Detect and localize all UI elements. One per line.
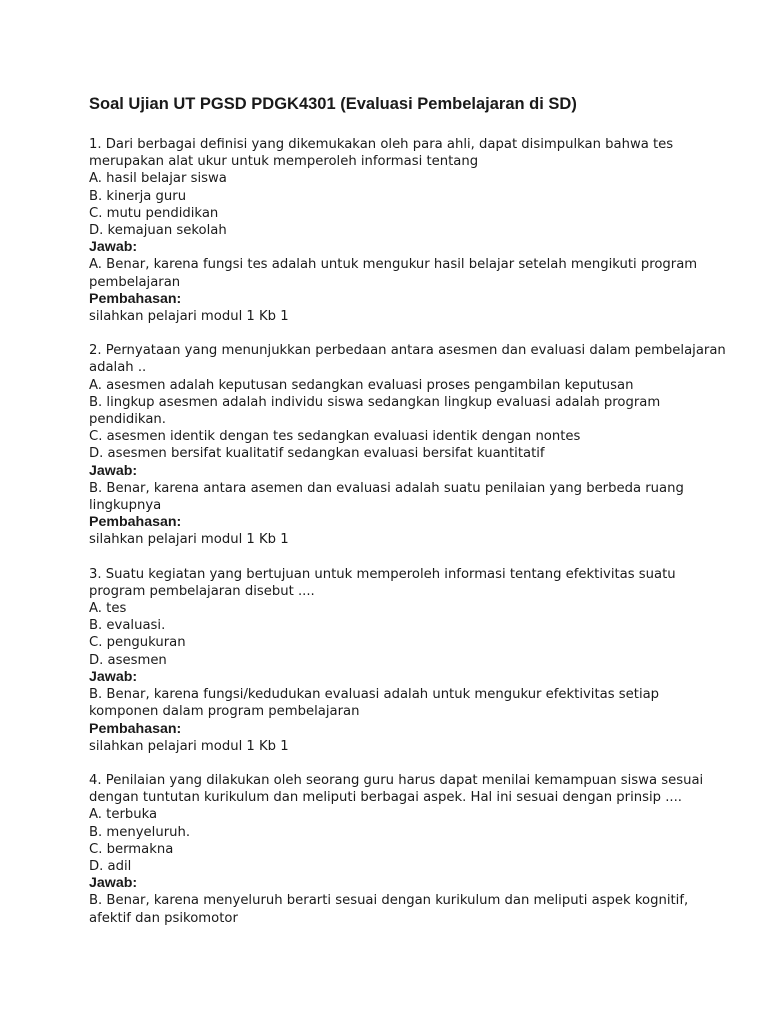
jawab-label: Jawab: <box>89 462 138 479</box>
question-text: 4. Penilaian yang dilakukan oleh seorang guru harus dapat menilai kemampuan siswa sesuai <box>89 772 704 788</box>
answer-option: B. lingkup asesmen adalah individu siswa sedangkan lingkup evaluasi adalah program <box>89 394 661 410</box>
answer-explanation: B. Benar, karena menyeluruh berarti sesuai dengan kurikulum dan meliputi aspek kognitif, <box>89 893 689 909</box>
answer-option: A. terbuka <box>89 807 158 823</box>
answer-explanation: A. Benar, karena fungsi tes adalah untuk mengukur hasil belajar setelah mengikuti program <box>89 257 698 273</box>
answer-option: A. hasil belajar siswa <box>89 171 227 187</box>
question-text: dengan tuntutan kurikulum dan meliputi berbagai aspek. Hal ini sesuai dengan prinsip .... <box>89 790 682 806</box>
pembahasan-label: Pembahasan: <box>89 290 182 307</box>
question-list <box>89 136 726 927</box>
pembahasan-label: Pembahasan: <box>89 514 182 531</box>
jawab-label: Jawab: <box>89 239 138 256</box>
question-block <box>89 136 708 325</box>
pembahasan-label: Pembahasan: <box>89 720 182 737</box>
answer-option: C. pengukuran <box>89 635 186 651</box>
answer-option: D. asesmen <box>89 652 167 668</box>
answer-explanation: afektif dan psikomotor <box>89 910 238 926</box>
question-block <box>89 342 726 548</box>
document-title: Soal Ujian UT PGSD PDGK4301 (Evaluasi Pembelajaran di SD) <box>89 95 577 113</box>
jawab-label: Jawab: <box>89 875 138 892</box>
answer-option: B. evaluasi. <box>89 618 166 634</box>
answer-explanation: pembelajaran <box>89 274 181 290</box>
answer-explanation: B. Benar, karena antara asemen dan evaluasi adalah suatu penilaian yang berbeda ruang <box>89 480 684 496</box>
question-text: merupakan alat ukur untuk memperoleh informasi tentang <box>89 154 479 170</box>
answer-option: C. bermakna <box>89 841 174 857</box>
discussion-text: silahkan pelajari modul 1 Kb 1 <box>89 309 289 325</box>
question-block <box>89 566 708 755</box>
discussion-text: silahkan pelajari modul 1 Kb 1 <box>89 532 289 548</box>
answer-option: A. tes <box>89 601 127 617</box>
question-block <box>89 772 708 927</box>
answer-option: D. asesmen bersifat kualitatif sedangkan evaluasi bersifat kuantitatif <box>89 446 545 462</box>
answer-explanation: komponen dalam program pembelajaran <box>89 704 360 720</box>
question-text: program pembelajaran disebut .... <box>89 583 315 599</box>
answer-explanation: B. Benar, karena fungsi/kedudukan evaluasi adalah untuk mengukur efektivitas setiap <box>89 687 660 703</box>
question-text: 3. Suatu kegiatan yang bertujuan untuk memperoleh informasi tentang efektivitas suatu <box>89 566 676 582</box>
discussion-text: silahkan pelajari modul 1 Kb 1 <box>89 738 289 754</box>
answer-option: B. kinerja guru <box>89 188 187 204</box>
answer-explanation: lingkupnya <box>89 498 162 514</box>
answer-option: D. kemajuan sekolah <box>89 223 227 239</box>
answer-option: C. mutu pendidikan <box>89 205 219 221</box>
question-text: 1. Dari berbagai definisi yang dikemukakan oleh para ahli, dapat disimpulkan bahwa tes <box>89 137 674 152</box>
jawab-label: Jawab: <box>89 668 138 685</box>
answer-option: A. asesmen adalah keputusan sedangkan evaluasi proses pengambilan keputusan <box>89 377 634 393</box>
answer-option: B. menyeluruh. <box>89 824 191 840</box>
question-text: 2. Pernyataan yang menunjukkan perbedaan antara asesmen dan evaluasi dalam pembelajaran <box>89 343 726 359</box>
answer-option: C. asesmen identik dengan tes sedangkan evaluasi identik dengan nontes <box>89 429 581 445</box>
answer-option: D. adil <box>89 858 132 874</box>
question-text: adalah .. <box>89 360 147 376</box>
answer-option: pendidikan. <box>89 412 166 428</box>
